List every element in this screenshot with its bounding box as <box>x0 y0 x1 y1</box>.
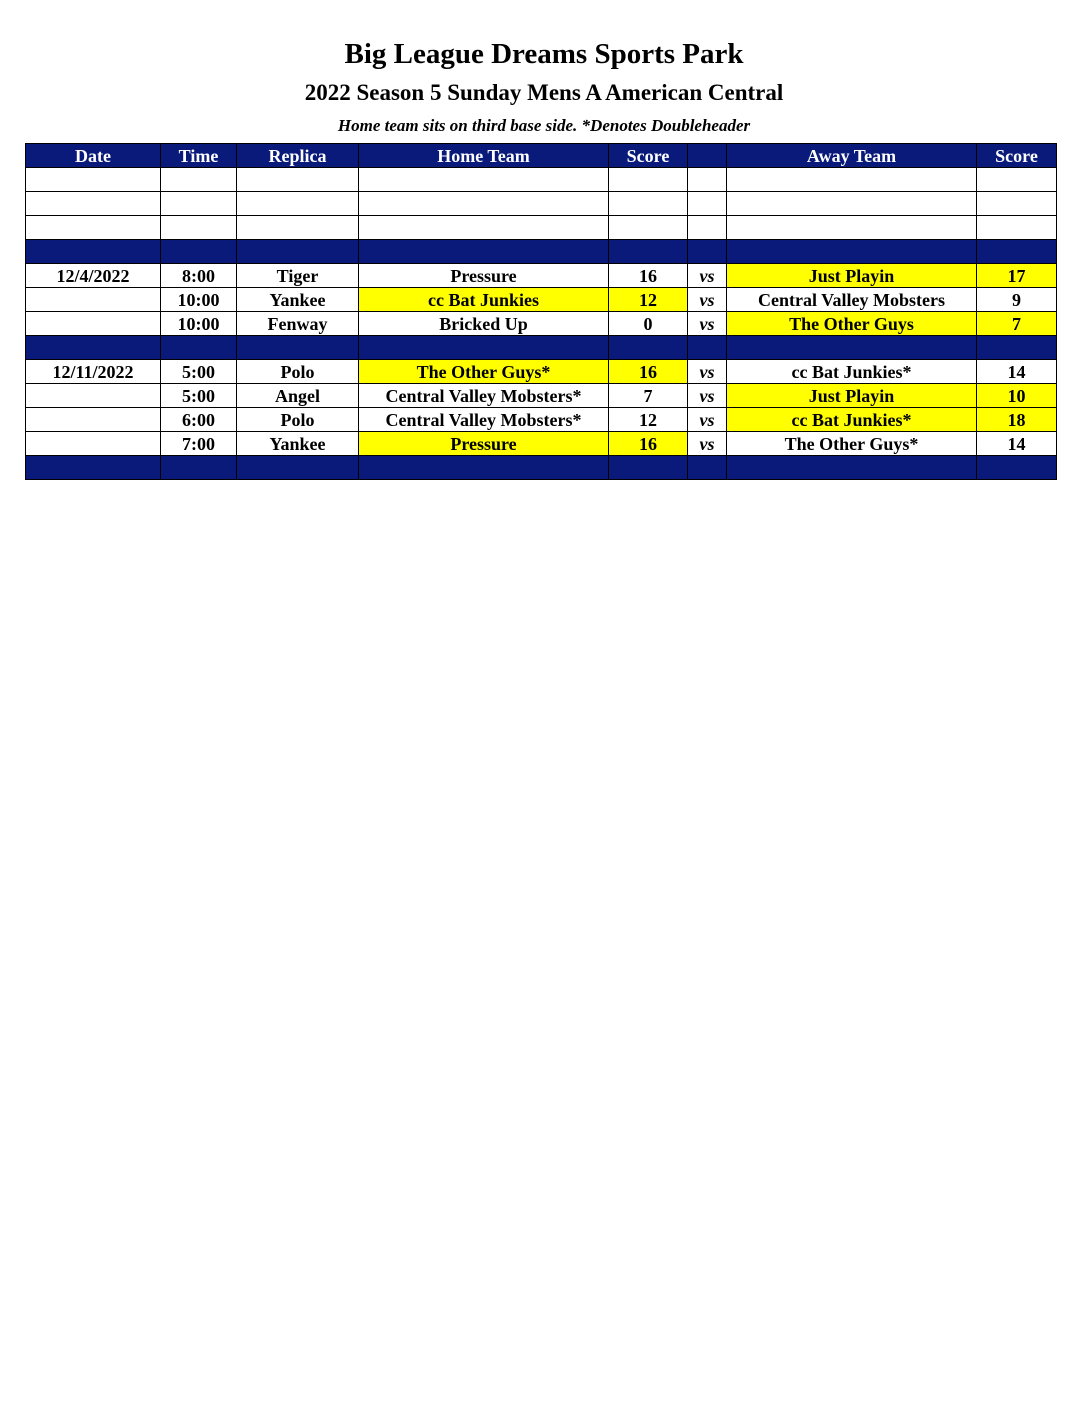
col-header-replica: Replica <box>237 144 359 168</box>
vs-label: vs <box>688 384 727 408</box>
game-row <box>26 360 1057 384</box>
schedule-table <box>25 143 1057 480</box>
empty-row <box>26 168 1057 192</box>
game-replica: Polo <box>237 408 359 432</box>
away-score: 9 <box>977 288 1057 312</box>
header-row <box>26 144 1057 168</box>
away-score: 14 <box>977 360 1057 384</box>
vs-label: vs <box>688 264 727 288</box>
home-team: Pressure <box>359 432 609 456</box>
game-date <box>26 408 161 432</box>
game-replica: Yankee <box>237 288 359 312</box>
game-row <box>26 264 1057 288</box>
separator-band <box>26 240 1057 264</box>
home-score: 16 <box>609 432 688 456</box>
away-score: 7 <box>977 312 1057 336</box>
col-header-home-score: Score <box>609 144 688 168</box>
home-score: 0 <box>609 312 688 336</box>
away-score: 14 <box>977 432 1057 456</box>
separator-band <box>26 456 1057 480</box>
home-team: Central Valley Mobsters* <box>359 384 609 408</box>
page-title: Big League Dreams Sports Park <box>344 38 744 70</box>
game-time: 6:00 <box>161 408 237 432</box>
home-team: Bricked Up <box>359 312 609 336</box>
game-replica: Fenway <box>237 312 359 336</box>
game-time: 10:00 <box>161 312 237 336</box>
vs-label: vs <box>688 312 727 336</box>
away-score: 18 <box>977 408 1057 432</box>
vs-label: vs <box>688 360 727 384</box>
game-replica: Polo <box>237 360 359 384</box>
game-date: 12/4/2022 <box>26 264 161 288</box>
game-date <box>26 432 161 456</box>
away-team: Central Valley Mobsters <box>727 288 977 312</box>
col-header-vs <box>688 144 727 168</box>
away-team: Just Playin <box>727 384 977 408</box>
col-header-date: Date <box>26 144 161 168</box>
game-row <box>26 384 1057 408</box>
game-time: 5:00 <box>161 384 237 408</box>
home-team: Pressure <box>359 264 609 288</box>
page-subtitle: 2022 Season 5 Sunday Mens A American Central <box>304 80 784 105</box>
vs-label: vs <box>688 408 727 432</box>
game-time: 7:00 <box>161 432 237 456</box>
col-header-time: Time <box>161 144 237 168</box>
home-team: cc Bat Junkies <box>359 288 609 312</box>
game-replica: Angel <box>237 384 359 408</box>
schedule-note: Home team sits on third base side. *Denotes Doubleheader <box>337 116 751 135</box>
game-row <box>26 432 1057 456</box>
home-score: 16 <box>609 360 688 384</box>
away-score: 17 <box>977 264 1057 288</box>
col-header-home-team: Home Team <box>359 144 609 168</box>
game-date <box>26 288 161 312</box>
away-score: 10 <box>977 384 1057 408</box>
home-score: 7 <box>609 384 688 408</box>
away-team: The Other Guys* <box>727 432 977 456</box>
game-time: 5:00 <box>161 360 237 384</box>
game-replica: Yankee <box>237 432 359 456</box>
game-row <box>26 288 1057 312</box>
away-team: Just Playin <box>727 264 977 288</box>
home-team: Central Valley Mobsters* <box>359 408 609 432</box>
home-score: 12 <box>609 288 688 312</box>
away-team: cc Bat Junkies* <box>727 408 977 432</box>
game-row <box>26 408 1057 432</box>
away-team: The Other Guys <box>727 312 977 336</box>
col-header-away-team: Away Team <box>727 144 977 168</box>
game-time: 10:00 <box>161 288 237 312</box>
separator-band <box>26 336 1057 360</box>
away-team: cc Bat Junkies* <box>727 360 977 384</box>
game-date: 12/11/2022 <box>26 360 161 384</box>
game-date <box>26 384 161 408</box>
home-score: 12 <box>609 408 688 432</box>
col-header-away-score: Score <box>977 144 1057 168</box>
vs-label: vs <box>688 288 727 312</box>
empty-row <box>26 216 1057 240</box>
home-team: The Other Guys* <box>359 360 609 384</box>
game-replica: Tiger <box>237 264 359 288</box>
game-time: 8:00 <box>161 264 237 288</box>
home-score: 16 <box>609 264 688 288</box>
game-row <box>26 312 1057 336</box>
empty-row <box>26 192 1057 216</box>
game-date <box>26 312 161 336</box>
vs-label: vs <box>688 432 727 456</box>
